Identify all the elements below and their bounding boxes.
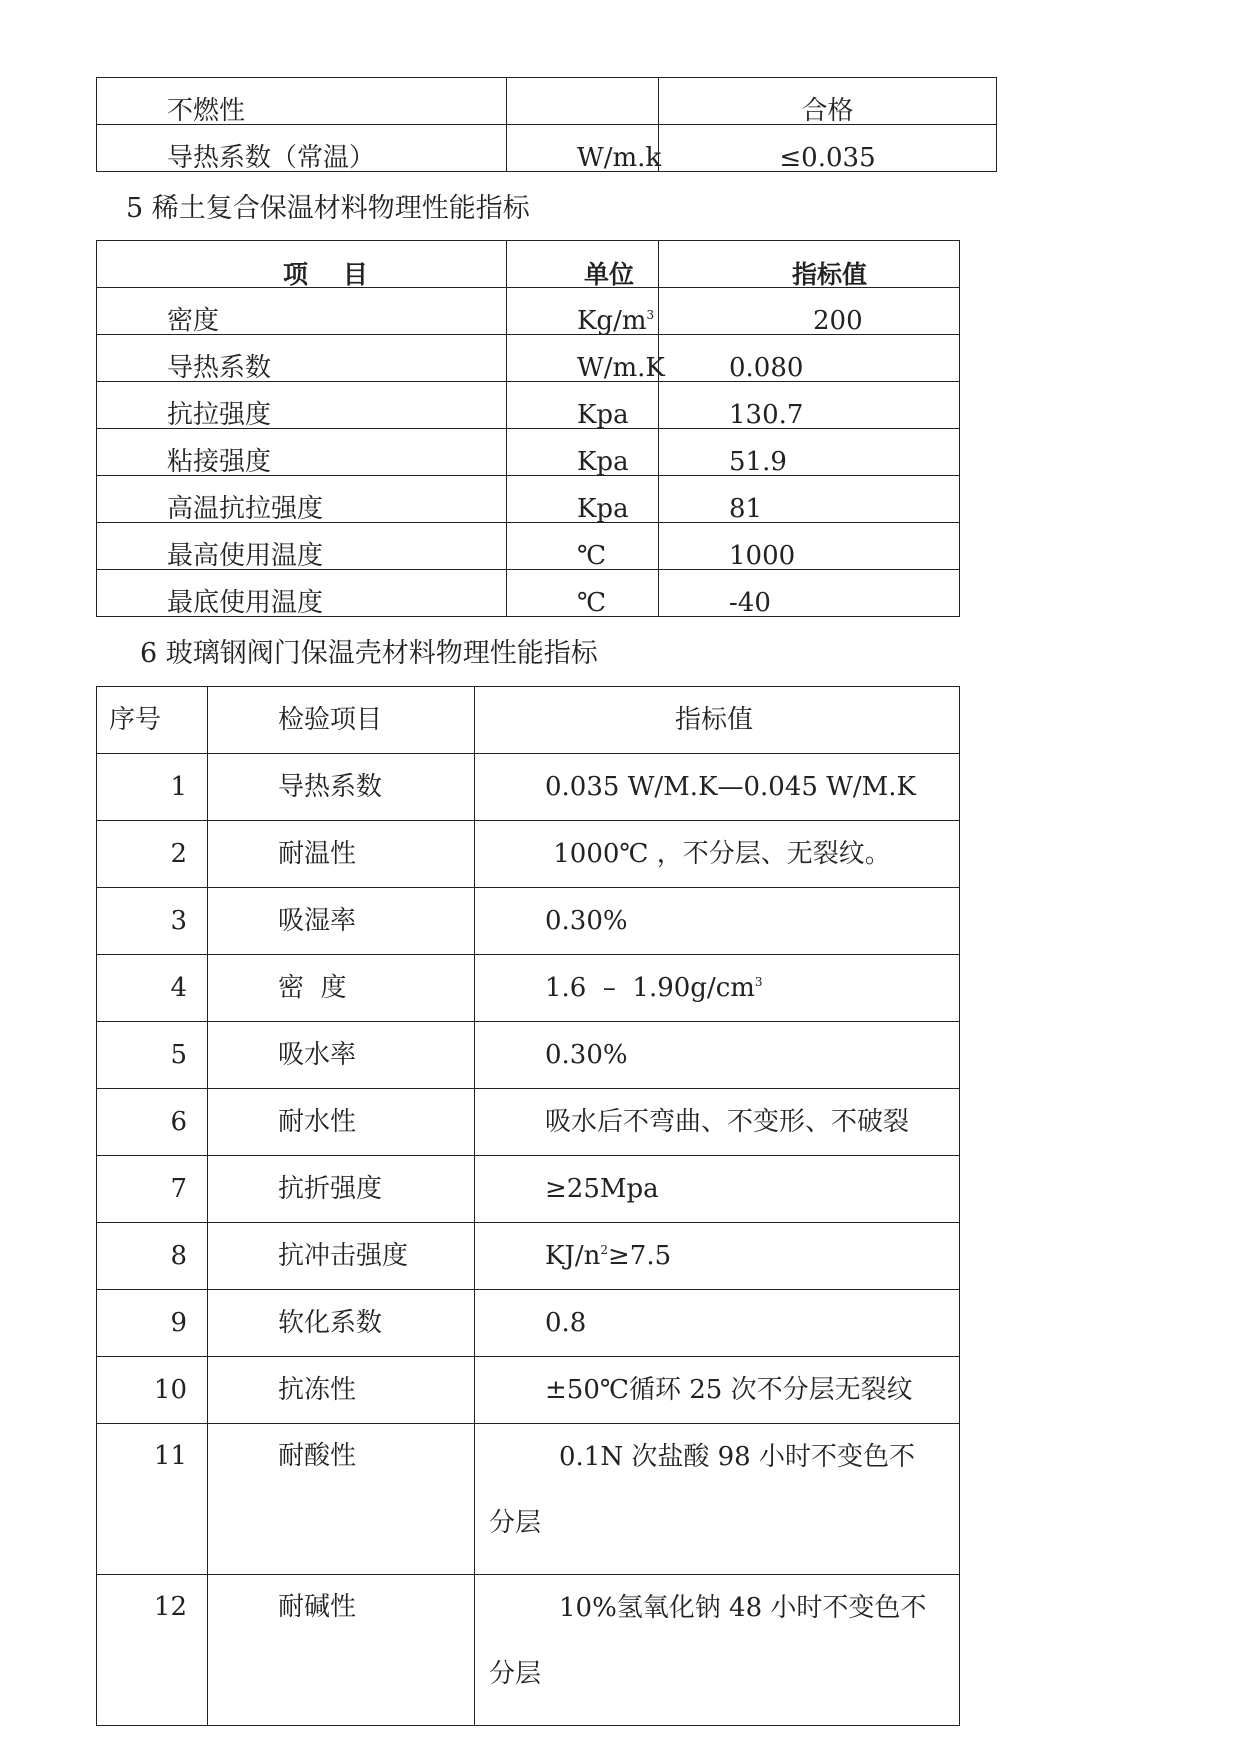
value-cell: 0.1N 次盐酸 98 小时不变色不分层 — [475, 1424, 960, 1575]
no-cell: 11 — [97, 1424, 208, 1575]
item-cell: 导热系数（常温） — [97, 125, 507, 172]
table-row — [97, 1357, 960, 1424]
table-row — [97, 1156, 960, 1223]
table-row — [97, 1223, 960, 1290]
item-cell: 抗冲击强度 — [208, 1223, 475, 1290]
table-top-fragment — [96, 77, 997, 172]
table-header-row — [97, 687, 960, 754]
section5-heading: 5 稀土复合保温材料物理性能指标 — [126, 193, 530, 224]
value-cell: 81 — [659, 476, 960, 523]
value-cell: ≥25Mpa — [475, 1156, 960, 1223]
value-cell: 0.080 — [659, 335, 960, 382]
unit-cell: W/m.k — [507, 125, 659, 172]
item-cell: 导热系数 — [208, 754, 475, 821]
table-row — [97, 1022, 960, 1089]
table-row — [97, 1089, 960, 1156]
no-cell: 5 — [97, 1022, 208, 1089]
unit-cell: $Kg/m^3$ — [507, 288, 659, 335]
item-cell: 不燃性 — [97, 78, 507, 125]
item-cell: 密 度 — [208, 955, 475, 1022]
item-cell: 导热系数 — [97, 335, 507, 382]
table-row — [97, 1424, 960, 1575]
table-row — [97, 821, 960, 888]
value-cell: ≤0.035 — [659, 125, 997, 172]
frp-valve-shell-properties-table — [96, 686, 960, 1726]
no-cell: 9 — [97, 1290, 208, 1357]
table-row — [97, 382, 960, 429]
value-cell: 51.9 — [659, 429, 960, 476]
value-cell: 130.7 — [659, 382, 960, 429]
value-cell: 10%氢氧化钠 48 小时不变色不分层 — [475, 1575, 960, 1726]
no-cell: 6 — [97, 1089, 208, 1156]
item-cell: 吸湿率 — [208, 888, 475, 955]
item-cell: 抗冻性 — [208, 1357, 475, 1424]
unit-cell: ℃ — [507, 523, 659, 570]
value-cell: 0.035 W/M.K—0.045 W/M.K — [475, 754, 960, 821]
no-cell: 2 — [97, 821, 208, 888]
table-row — [97, 754, 960, 821]
table-row — [97, 429, 960, 476]
unit-cell: Kpa — [507, 476, 659, 523]
table-row — [97, 288, 960, 335]
value-cell: 0.30% — [475, 888, 960, 955]
value-cell: $1.6 - 1.90g/cm^3$ — [475, 955, 960, 1022]
header-value: 指标值 — [659, 241, 960, 288]
item-cell: 耐温性 — [208, 821, 475, 888]
value-cell: $KJ/n^2\ge 7.5$ — [475, 1223, 960, 1290]
value-cell: 吸水后不弯曲、不变形、不破裂 — [475, 1089, 960, 1156]
no-cell: 1 — [97, 754, 208, 821]
unit-cell: W/m.K — [507, 335, 659, 382]
item-cell: 最高使用温度 — [97, 523, 507, 570]
no-cell: 4 — [97, 955, 208, 1022]
unit-cell: Kpa — [507, 429, 659, 476]
header-unit: 单位 — [507, 241, 659, 288]
table-row — [97, 888, 960, 955]
table-row — [97, 955, 960, 1022]
no-cell: 10 — [97, 1357, 208, 1424]
item-cell: 粘接强度 — [97, 429, 507, 476]
header-no: 序号 — [97, 687, 208, 754]
value-cell: 1000 — [659, 523, 960, 570]
table-row — [97, 523, 960, 570]
item-cell: 密度 — [97, 288, 507, 335]
table-header-row — [97, 241, 960, 288]
item-cell: 高温抗拉强度 — [97, 476, 507, 523]
header-item: 项 目 — [97, 241, 507, 288]
unit-cell — [507, 78, 659, 125]
value-cell: 合格 — [659, 78, 997, 125]
table-row — [97, 335, 960, 382]
header-value: 指标值 — [475, 687, 960, 754]
unit-cell: ℃ — [507, 570, 659, 617]
item-cell: 耐碱性 — [208, 1575, 475, 1726]
unit-cell: Kpa — [507, 382, 659, 429]
table-row — [97, 570, 960, 617]
value-cell: -40 — [659, 570, 960, 617]
no-cell: 3 — [97, 888, 208, 955]
table-row — [97, 78, 997, 125]
value-cell: 1000℃ ，不分层、无裂纹。 — [475, 821, 960, 888]
item-cell: 吸水率 — [208, 1022, 475, 1089]
value-cell: 0.8 — [475, 1290, 960, 1357]
item-cell: 最底使用温度 — [97, 570, 507, 617]
table-row — [97, 476, 960, 523]
item-cell: 耐酸性 — [208, 1424, 475, 1575]
table-row — [97, 1575, 960, 1726]
no-cell: 8 — [97, 1223, 208, 1290]
item-cell: 抗折强度 — [208, 1156, 475, 1223]
item-cell: 软化系数 — [208, 1290, 475, 1357]
value-cell: 0.30% — [475, 1022, 960, 1089]
table-row — [97, 125, 997, 172]
value-cell: 200 — [659, 288, 960, 335]
section6-heading: 6 玻璃钢阀门保温壳材料物理性能指标 — [140, 638, 598, 669]
header-item: 检验项目 — [208, 687, 475, 754]
no-cell: 7 — [97, 1156, 208, 1223]
table-row — [97, 1290, 960, 1357]
item-cell: 耐水性 — [208, 1089, 475, 1156]
no-cell: 12 — [97, 1575, 208, 1726]
item-cell: 抗拉强度 — [97, 382, 507, 429]
value-cell: ±50℃循环 25 次不分层无裂纹 — [475, 1357, 960, 1424]
rare-earth-properties-table — [96, 240, 960, 617]
